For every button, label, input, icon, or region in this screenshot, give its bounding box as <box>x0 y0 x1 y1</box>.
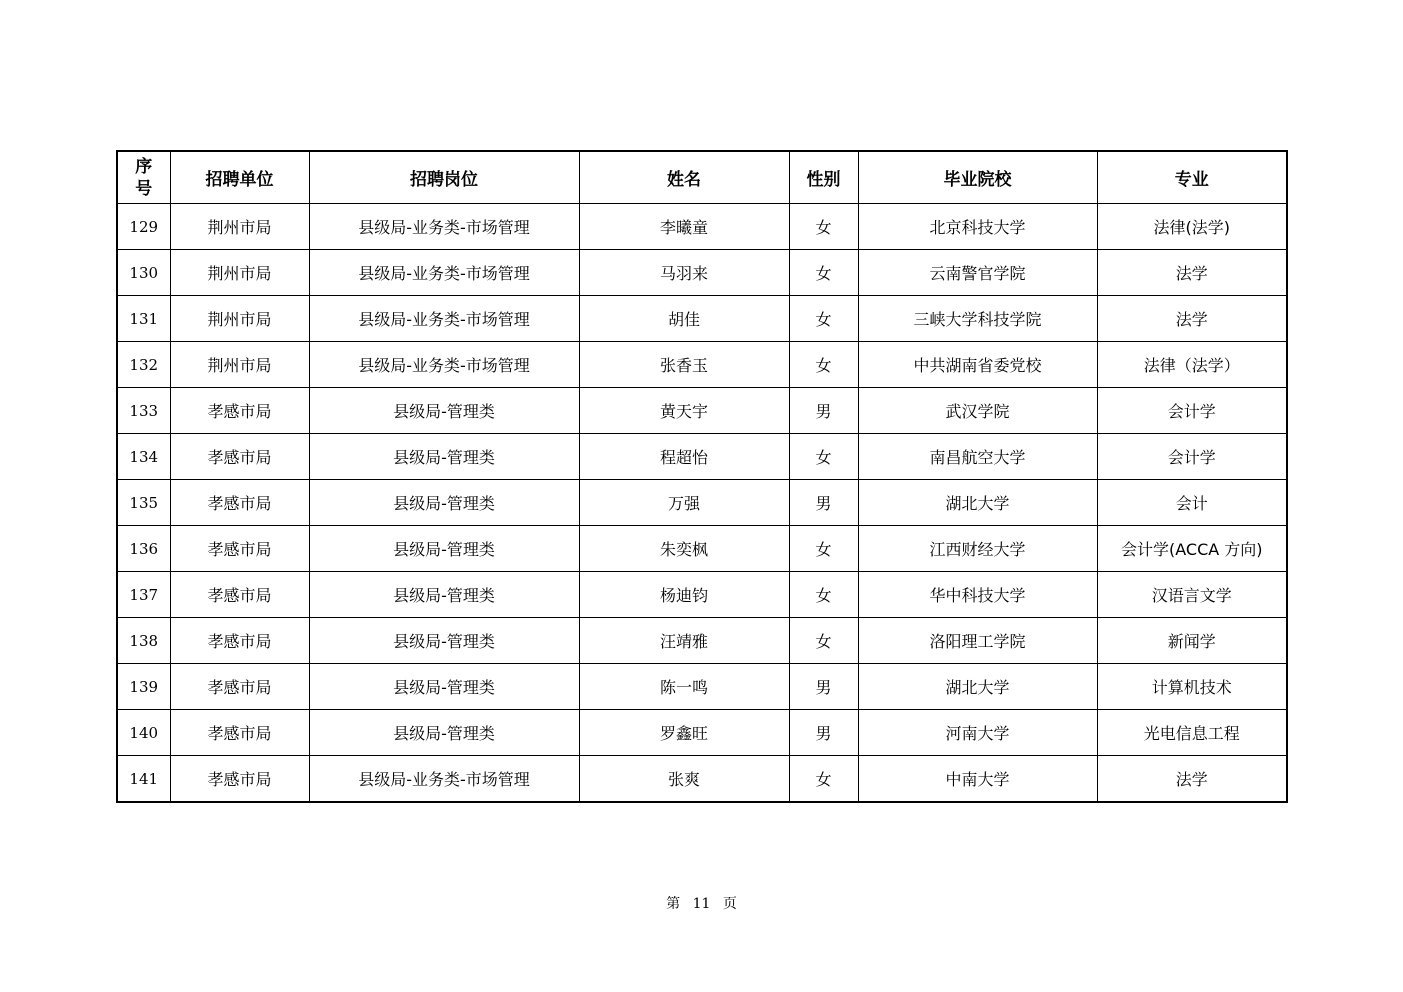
header-school: 毕业院校 <box>858 151 1097 204</box>
cell-school: 三峡大学科技学院 <box>858 296 1097 342</box>
cell-major: 光电信息工程 <box>1097 710 1287 756</box>
cell-position: 县级局-管理类 <box>309 618 579 664</box>
cell-major: 新闻学 <box>1097 618 1287 664</box>
cell-gender: 男 <box>789 388 858 434</box>
cell-seq: 131 <box>117 296 170 342</box>
cell-unit: 荆州市局 <box>170 296 309 342</box>
cell-major: 会计学 <box>1097 388 1287 434</box>
cell-gender: 男 <box>789 710 858 756</box>
cell-major: 法律（法学） <box>1097 342 1287 388</box>
cell-seq: 134 <box>117 434 170 480</box>
cell-unit: 孝感市局 <box>170 526 309 572</box>
cell-school: 中南大学 <box>858 756 1097 803</box>
cell-unit: 孝感市局 <box>170 434 309 480</box>
cell-name: 陈一鸣 <box>579 664 789 710</box>
cell-unit: 孝感市局 <box>170 618 309 664</box>
cell-school: 南昌航空大学 <box>858 434 1097 480</box>
cell-school: 华中科技大学 <box>858 572 1097 618</box>
cell-name: 马羽来 <box>579 250 789 296</box>
cell-position: 县级局-管理类 <box>309 710 579 756</box>
cell-name: 李曦童 <box>579 204 789 250</box>
cell-gender: 女 <box>789 618 858 664</box>
header-position: 招聘岗位 <box>309 151 579 204</box>
cell-unit: 荆州市局 <box>170 250 309 296</box>
cell-gender: 女 <box>789 434 858 480</box>
table-row <box>117 296 1287 342</box>
cell-seq: 141 <box>117 756 170 803</box>
cell-unit: 孝感市局 <box>170 572 309 618</box>
cell-name: 罗鑫旺 <box>579 710 789 756</box>
footer-suffix: 页 <box>722 896 737 912</box>
table-row <box>117 250 1287 296</box>
table-row <box>117 342 1287 388</box>
cell-school: 武汉学院 <box>858 388 1097 434</box>
cell-school: 河南大学 <box>858 710 1097 756</box>
cell-position: 县级局-管理类 <box>309 664 579 710</box>
cell-school: 湖北大学 <box>858 664 1097 710</box>
cell-major: 法学 <box>1097 296 1287 342</box>
cell-major: 会计学(ACCA 方向) <box>1097 526 1287 572</box>
cell-seq: 137 <box>117 572 170 618</box>
cell-unit: 孝感市局 <box>170 710 309 756</box>
header-name: 姓名 <box>579 151 789 204</box>
table-row <box>117 204 1287 250</box>
cell-position: 县级局-业务类-市场管理 <box>309 250 579 296</box>
cell-position: 县级局-业务类-市场管理 <box>309 756 579 803</box>
cell-seq: 129 <box>117 204 170 250</box>
cell-position: 县级局-管理类 <box>309 388 579 434</box>
header-gender: 性别 <box>789 151 858 204</box>
header-major: 专业 <box>1097 151 1287 204</box>
cell-unit: 荆州市局 <box>170 204 309 250</box>
cell-major: 法律(法学) <box>1097 204 1287 250</box>
cell-unit: 孝感市局 <box>170 480 309 526</box>
cell-school: 洛阳理工学院 <box>858 618 1097 664</box>
page-footer <box>0 893 1403 913</box>
cell-seq: 130 <box>117 250 170 296</box>
cell-name: 胡佳 <box>579 296 789 342</box>
cell-seq: 139 <box>117 664 170 710</box>
footer-prefix: 第 <box>666 896 681 912</box>
cell-seq: 136 <box>117 526 170 572</box>
cell-major: 计算机技术 <box>1097 664 1287 710</box>
cell-position: 县级局-管理类 <box>309 480 579 526</box>
cell-gender: 女 <box>789 296 858 342</box>
cell-gender: 女 <box>789 756 858 803</box>
cell-school: 云南警官学院 <box>858 250 1097 296</box>
cell-position: 县级局-业务类-市场管理 <box>309 204 579 250</box>
cell-seq: 138 <box>117 618 170 664</box>
cell-name: 汪靖雅 <box>579 618 789 664</box>
cell-school: 中共湖南省委党校 <box>858 342 1097 388</box>
cell-seq: 133 <box>117 388 170 434</box>
cell-major: 会计 <box>1097 480 1287 526</box>
table-row <box>117 756 1287 803</box>
cell-name: 万强 <box>579 480 789 526</box>
page-number: 11 <box>692 896 711 912</box>
cell-position: 县级局-管理类 <box>309 572 579 618</box>
cell-unit: 孝感市局 <box>170 388 309 434</box>
table-row <box>117 664 1287 710</box>
cell-gender: 女 <box>789 526 858 572</box>
cell-position: 县级局-业务类-市场管理 <box>309 296 579 342</box>
header-unit: 招聘单位 <box>170 151 309 204</box>
cell-unit: 孝感市局 <box>170 664 309 710</box>
cell-major: 汉语言文学 <box>1097 572 1287 618</box>
cell-gender: 女 <box>789 204 858 250</box>
table-row <box>117 572 1287 618</box>
header-seq <box>117 151 170 204</box>
cell-position: 县级局-管理类 <box>309 434 579 480</box>
cell-school: 湖北大学 <box>858 480 1097 526</box>
cell-name: 杨迪钧 <box>579 572 789 618</box>
table-header <box>117 151 1287 204</box>
cell-name: 程超怡 <box>579 434 789 480</box>
cell-gender: 男 <box>789 480 858 526</box>
cell-seq: 140 <box>117 710 170 756</box>
table-row <box>117 526 1287 572</box>
cell-major: 法学 <box>1097 250 1287 296</box>
table-body <box>117 204 1287 803</box>
table-row <box>117 710 1287 756</box>
cell-name: 张香玉 <box>579 342 789 388</box>
header-seq-line1: 序 <box>135 156 153 177</box>
header-seq-line2: 号 <box>135 178 153 199</box>
recruitment-table <box>116 150 1288 803</box>
cell-gender: 女 <box>789 342 858 388</box>
cell-name: 朱奕枫 <box>579 526 789 572</box>
cell-unit: 荆州市局 <box>170 342 309 388</box>
table-row <box>117 480 1287 526</box>
cell-seq: 135 <box>117 480 170 526</box>
cell-unit: 孝感市局 <box>170 756 309 803</box>
header-row <box>117 151 1287 204</box>
cell-name: 黄天宇 <box>579 388 789 434</box>
cell-gender: 女 <box>789 572 858 618</box>
cell-seq: 132 <box>117 342 170 388</box>
table-row <box>117 388 1287 434</box>
cell-gender: 女 <box>789 250 858 296</box>
table-row <box>117 618 1287 664</box>
cell-school: 江西财经大学 <box>858 526 1097 572</box>
cell-gender: 男 <box>789 664 858 710</box>
cell-position: 县级局-管理类 <box>309 526 579 572</box>
cell-major: 法学 <box>1097 756 1287 803</box>
cell-name: 张爽 <box>579 756 789 803</box>
cell-major: 会计学 <box>1097 434 1287 480</box>
table-row <box>117 434 1287 480</box>
cell-school: 北京科技大学 <box>858 204 1097 250</box>
cell-position: 县级局-业务类-市场管理 <box>309 342 579 388</box>
